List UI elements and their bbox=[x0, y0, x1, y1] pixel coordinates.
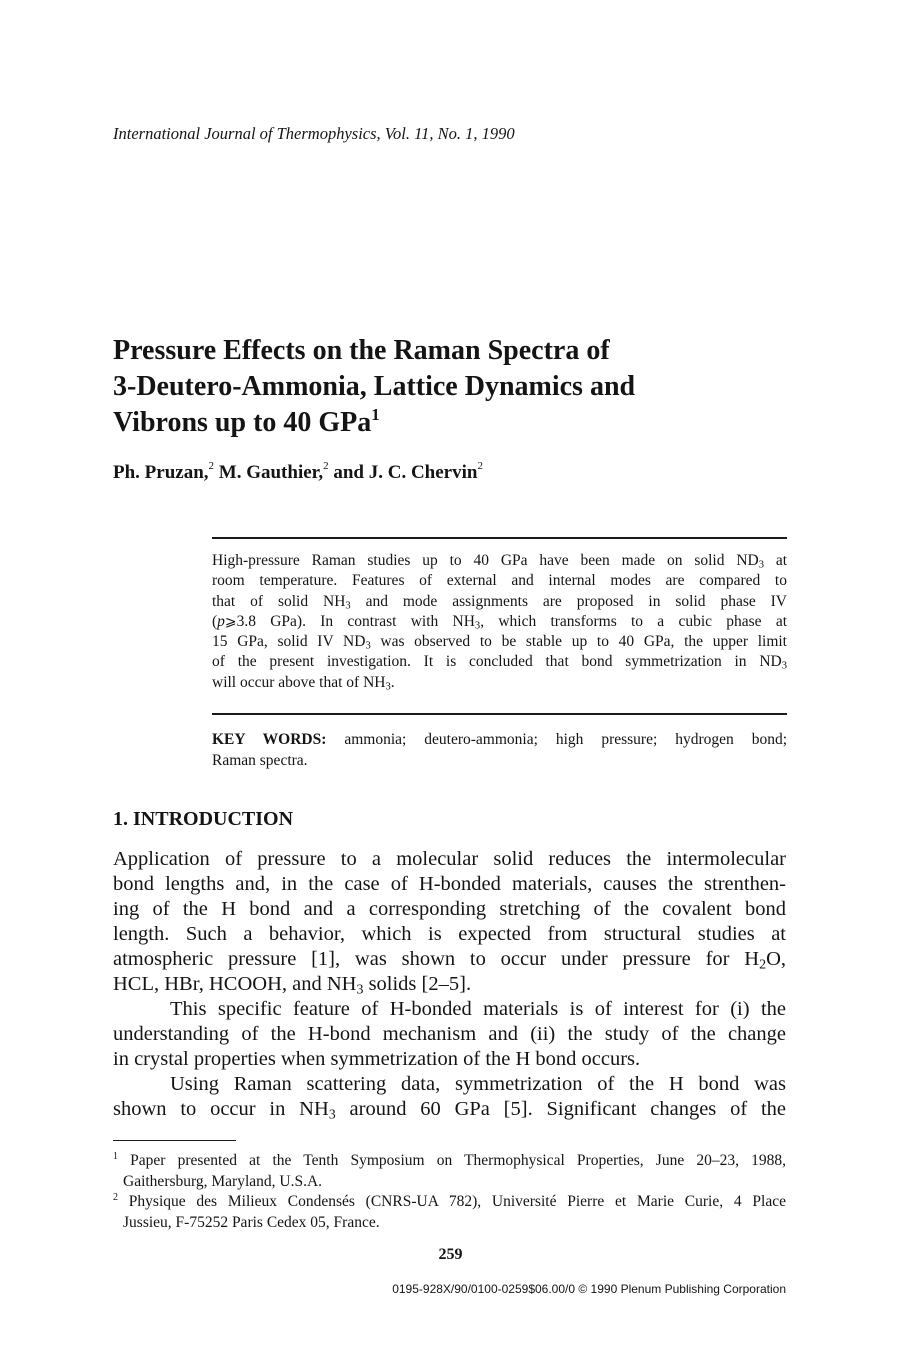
footnote-line: Jussieu, F-75252 Paris Cedex 05, France. bbox=[123, 1213, 380, 1231]
body-line: atmospheric pressure [1], was shown to occur under pressure for $H_2O$, bbox=[113, 948, 786, 973]
abstract-top-rule bbox=[212, 537, 787, 539]
abstract-line: that of solid $NH_3$ and mode assignments are proposed in solid phase IV bbox=[212, 592, 787, 612]
abstract-line: High-pressure Raman studies up to 40 GPa have been made on solid $ND_3$ at bbox=[212, 552, 787, 571]
footnote-line: $^2$ Physique des Milieux Condensés (CNRS-UA 782), Université Pierre et Marie Curie, 4 Place bbox=[113, 1192, 787, 1210]
footnote-separator bbox=[113, 1140, 236, 1141]
body-line: HCL, HBr, HCOOH, and $NH_3$ solids [2–5]. bbox=[113, 973, 472, 998]
section-heading: 1. INTRODUCTION bbox=[113, 808, 294, 830]
body-line: bond lengths and, in the case of H-bonded materials, causes the strenthen- bbox=[113, 873, 786, 895]
body-line: understanding of the H-bond mechanism and (ii) the study of the change bbox=[113, 1023, 786, 1045]
author-name: Ph. Pruzan, bbox=[113, 462, 209, 483]
author-name: and J. C. Chervin bbox=[333, 462, 478, 483]
abstract bbox=[212, 551, 787, 693]
keywords-line: KEY WORDS: ammonia; deutero-ammonia; high pressure; hydrogen bond; bbox=[212, 731, 787, 748]
article-title bbox=[113, 333, 753, 441]
keywords-line: Raman spectra. bbox=[212, 752, 308, 769]
footnote-line: Gaithersburg, Maryland, U.S.A. bbox=[123, 1172, 323, 1190]
journal-header: International Journal of Thermophysics, Vol. 11, No. 1, 1990 bbox=[113, 124, 515, 143]
abstract-line: of the present investigation. It is concluded that bond symmetrization in $ND_3$ bbox=[212, 653, 787, 673]
footnote-line: $^1$ Paper presented at the Tenth Symposium on Thermophysical Properties, June 20–23, 1988, bbox=[113, 1151, 786, 1169]
abstract-line: room temperature. Features of external and internal modes are compared to bbox=[212, 572, 787, 590]
abstract-line: 15 GPa, solid IV $ND_3$ was observed to be stable up to 40 GPa, the upper limit bbox=[212, 633, 787, 652]
keywords-label: KEY WORDS: bbox=[212, 731, 327, 748]
affiliation-marker: 2 bbox=[208, 460, 215, 472]
introduction-text bbox=[113, 847, 786, 1122]
abstract-line: (p⩾3.8 GPa). In contrast with $NH_3$, which transforms to a cubic phase at bbox=[212, 612, 787, 632]
affiliation-marker: 2 bbox=[477, 460, 483, 472]
body-line: This specific feature of H-bonded materials is of interest for (i) the bbox=[170, 998, 786, 1020]
title-line bbox=[113, 405, 753, 441]
abstract-bottom-rule bbox=[212, 713, 787, 715]
body-line: Application of pressure to a molecular solid reduces the intermolecular bbox=[113, 848, 786, 870]
author-name: M. Gauthier, bbox=[218, 462, 324, 483]
page-number: 259 bbox=[438, 1246, 463, 1263]
affiliation-marker: 2 bbox=[323, 460, 329, 472]
footnote-marker: 1 bbox=[113, 1151, 118, 1162]
body-line: shown to occur in $NH_3$ around 60 GPa [5]. Significant changes of the bbox=[113, 1098, 787, 1123]
title-line: 3-Deutero-Ammonia, Lattice Dynamics and bbox=[113, 371, 636, 402]
title-line-text: Vibrons up to 40 GPa bbox=[113, 407, 372, 438]
author-list bbox=[113, 462, 483, 484]
body-line: ing of the H bond and a corresponding stretching of the covalent bond bbox=[113, 898, 786, 920]
body-line: in crystal properties when symmetrization of the H bond occurs. bbox=[113, 1048, 641, 1070]
body-line: Using Raman scattering data, symmetrization of the H bond was bbox=[170, 1073, 786, 1095]
footnote-marker: 2 bbox=[113, 1192, 118, 1203]
body-line: length. Such a behavior, which is expected from structural studies at bbox=[113, 923, 786, 945]
abstract-line: will occur above that of $NH_3$. bbox=[212, 673, 395, 693]
keywords bbox=[212, 729, 787, 771]
title-line: Pressure Effects on the Raman Spectra of bbox=[113, 335, 610, 366]
title-footnote-marker: 1 bbox=[371, 405, 380, 424]
copyright-line: 0195-928X/90/0100-0259$06.00/0 © 1990 Plenum Publishing Corporation bbox=[392, 1282, 786, 1296]
footnotes bbox=[113, 1151, 786, 1233]
